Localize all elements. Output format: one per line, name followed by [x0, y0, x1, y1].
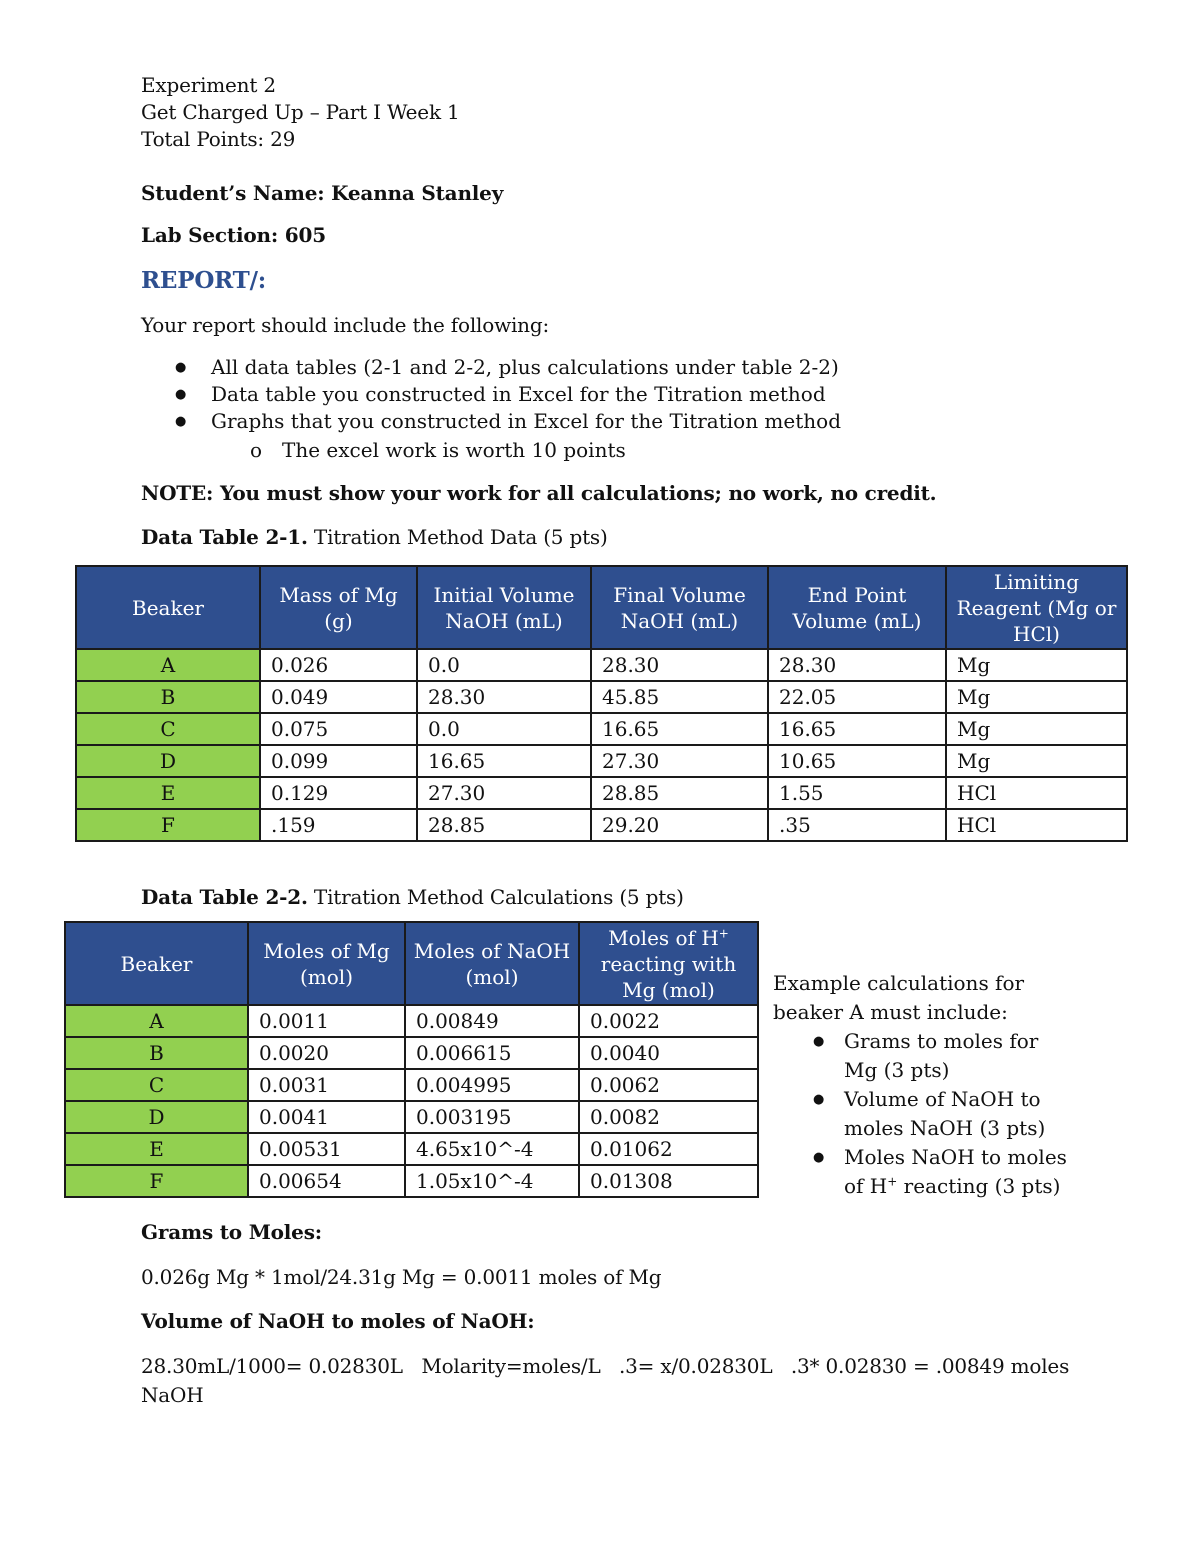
table1-caption	[141, 524, 608, 551]
header-beaker: Beaker	[65, 922, 248, 1005]
table-cell: Mg	[946, 681, 1127, 713]
sidebar-intro: Example calculations for beaker A must include:	[773, 971, 1025, 1024]
table-row	[76, 809, 1127, 841]
table-cell: 28.85	[417, 809, 591, 841]
header-moles-mg: Moles of Mg (mol)	[248, 922, 405, 1005]
header-mass-mg: Mass of Mg (g)	[260, 566, 417, 649]
total-points: Total Points: 29	[141, 127, 296, 151]
table-cell: 0.026	[260, 649, 417, 681]
sidebar-item3-rest: reacting (3 pts)	[897, 1174, 1061, 1198]
table-cell: Mg	[946, 713, 1127, 745]
sub-bullet-marker: o	[250, 438, 263, 462]
excel-points-note: The excel work is worth 10 points	[282, 438, 626, 462]
experiment-title: Experiment 2	[141, 73, 276, 97]
table-header-row	[76, 566, 1127, 649]
table-cell: 28.30	[768, 649, 946, 681]
table-cell: 28.30	[417, 681, 591, 713]
table-cell: 0.00654	[248, 1165, 405, 1197]
table-cell: 0.129	[260, 777, 417, 809]
table-cell: 16.65	[768, 713, 946, 745]
beaker-cell: A	[65, 1005, 248, 1037]
table-row	[76, 681, 1127, 713]
table-row	[65, 1165, 758, 1197]
header-limiting-reagent: Limiting Reagent (Mg or HCl)	[946, 566, 1127, 649]
table-cell: Mg	[946, 745, 1127, 777]
table-cell: .35	[768, 809, 946, 841]
header-moles-naoh: Moles of NaOH (mol)	[405, 922, 579, 1005]
beaker-cell: B	[65, 1037, 248, 1069]
table-cell: 10.65	[768, 745, 946, 777]
titration-calculations-table	[64, 921, 759, 1198]
table-row	[65, 1037, 758, 1069]
table-cell: 0.0031	[248, 1069, 405, 1101]
list-item: ● Grams to moles for Mg (3 pts)	[773, 1027, 1073, 1085]
beaker-cell: A	[76, 649, 260, 681]
table-cell: 4.65x10^-4	[405, 1133, 579, 1165]
header-initial-volume: Initial Volume NaOH (mL)	[417, 566, 591, 649]
table2-caption-label: Data Table 2-2.	[141, 885, 308, 909]
volume-to-moles-heading: Volume of NaOH to moles of NaOH:	[141, 1309, 535, 1333]
header-final-volume: Final Volume NaOH (mL)	[591, 566, 768, 649]
list-item: ● Graphs that you constructed in Excel for the Titration method	[211, 408, 841, 435]
grams-to-moles-heading: Grams to Moles:	[141, 1220, 322, 1244]
table-cell: 0.0062	[579, 1069, 758, 1101]
table-cell: 0.0040	[579, 1037, 758, 1069]
table2-caption	[141, 884, 684, 911]
table-cell: 0.00531	[248, 1133, 405, 1165]
table-cell: 0.0	[417, 649, 591, 681]
report-heading: REPORT/:	[141, 267, 267, 294]
table-cell: 0.0041	[248, 1101, 405, 1133]
table-row	[65, 1133, 758, 1165]
table-cell: 27.30	[417, 777, 591, 809]
list-item: ● Data table you constructed in Excel for the Titration method	[211, 381, 841, 408]
experiment-subtitle: Get Charged Up – Part I Week 1	[141, 100, 460, 124]
titration-data-table	[75, 565, 1128, 842]
list-item: ● All data tables (2-1 and 2-2, plus calculations under table 2-2)	[211, 354, 841, 381]
table-cell: 28.30	[591, 649, 768, 681]
table-cell: 0.0020	[248, 1037, 405, 1069]
beaker-cell: E	[76, 777, 260, 809]
table-cell: 16.65	[417, 745, 591, 777]
beaker-cell: F	[76, 809, 260, 841]
volume-to-moles-calc-cont: NaOH	[141, 1383, 204, 1407]
table-cell: 0.0	[417, 713, 591, 745]
table-cell: 1.55	[768, 777, 946, 809]
table-row	[65, 1005, 758, 1037]
beaker-cell: B	[76, 681, 260, 713]
table-cell: 16.65	[591, 713, 768, 745]
sidebar-list	[773, 1027, 1073, 1201]
table-cell: 0.099	[260, 745, 417, 777]
list-item: ● Volume of NaOH to moles NaOH (3 pts)	[773, 1085, 1073, 1143]
report-intro: Your report should include the following:	[141, 313, 550, 337]
table-row	[76, 713, 1127, 745]
volume-to-moles-calc: 28.30mL/1000= 0.02830L Molarity=moles/L .3= x/0.02830L .3* 0.02830 = .00849 moles	[141, 1354, 1070, 1378]
lab-section: Lab Section: 605	[141, 223, 326, 247]
table-row	[76, 777, 1127, 809]
beaker-cell: D	[65, 1101, 248, 1133]
table-cell: 45.85	[591, 681, 768, 713]
table-cell: 27.30	[591, 745, 768, 777]
table-cell: 0.006615	[405, 1037, 579, 1069]
table-row	[76, 745, 1127, 777]
beaker-cell: C	[65, 1069, 248, 1101]
table-cell: Mg	[946, 649, 1127, 681]
beaker-cell: C	[76, 713, 260, 745]
table-cell: 29.20	[591, 809, 768, 841]
table2-caption-text: Titration Method Calculations (5 pts)	[307, 885, 684, 909]
student-name: Student’s Name: Keanna Stanley	[141, 181, 504, 205]
header-moles-h-plus	[579, 922, 758, 1005]
table-cell: 0.00849	[405, 1005, 579, 1037]
table-cell: 0.0011	[248, 1005, 405, 1037]
beaker-cell: E	[65, 1133, 248, 1165]
table-cell: .159	[260, 809, 417, 841]
superscript-plus: +	[718, 925, 729, 940]
table-cell: 0.004995	[405, 1069, 579, 1101]
header-end-point-volume: End Point Volume (mL)	[768, 566, 946, 649]
table-cell: 0.075	[260, 713, 417, 745]
table-cell: 28.85	[591, 777, 768, 809]
table1-caption-label: Data Table 2-1.	[141, 525, 308, 549]
table-row	[65, 1069, 758, 1101]
table-cell: 1.05x10^-4	[405, 1165, 579, 1197]
grams-to-moles-calc: 0.026g Mg * 1mol/24.31g Mg = 0.0011 moles of Mg	[141, 1265, 662, 1289]
table-cell: HCl	[946, 809, 1127, 841]
table-header-row	[65, 922, 758, 1005]
table-cell: 0.01062	[579, 1133, 758, 1165]
beaker-cell: D	[76, 745, 260, 777]
sidebar-item3-text: Moles NaOH to moles of H	[844, 1145, 1067, 1198]
example-calculations-sidebar	[773, 969, 1073, 1201]
header-moles-h-rest: reacting with Mg (mol)	[600, 951, 737, 1002]
work-note: NOTE: You must show your work for all calculations; no work, no credit.	[141, 481, 937, 505]
table-cell: 0.003195	[405, 1101, 579, 1133]
table-cell: 22.05	[768, 681, 946, 713]
list-item	[773, 1143, 1073, 1201]
superscript-plus: +	[887, 1174, 898, 1189]
sub-list-item	[250, 437, 626, 464]
table1-caption-text: Titration Method Data (5 pts)	[307, 525, 608, 549]
table-cell: HCl	[946, 777, 1127, 809]
table-cell: 0.01308	[579, 1165, 758, 1197]
header-beaker: Beaker	[76, 566, 260, 649]
header-moles-h-text: Moles of H	[608, 925, 719, 950]
beaker-cell: F	[65, 1165, 248, 1197]
table-cell: 0.049	[260, 681, 417, 713]
table-row	[76, 649, 1127, 681]
report-requirements-list	[211, 354, 841, 435]
table-cell: 0.0082	[579, 1101, 758, 1133]
table-row	[65, 1101, 758, 1133]
table-cell: 0.0022	[579, 1005, 758, 1037]
